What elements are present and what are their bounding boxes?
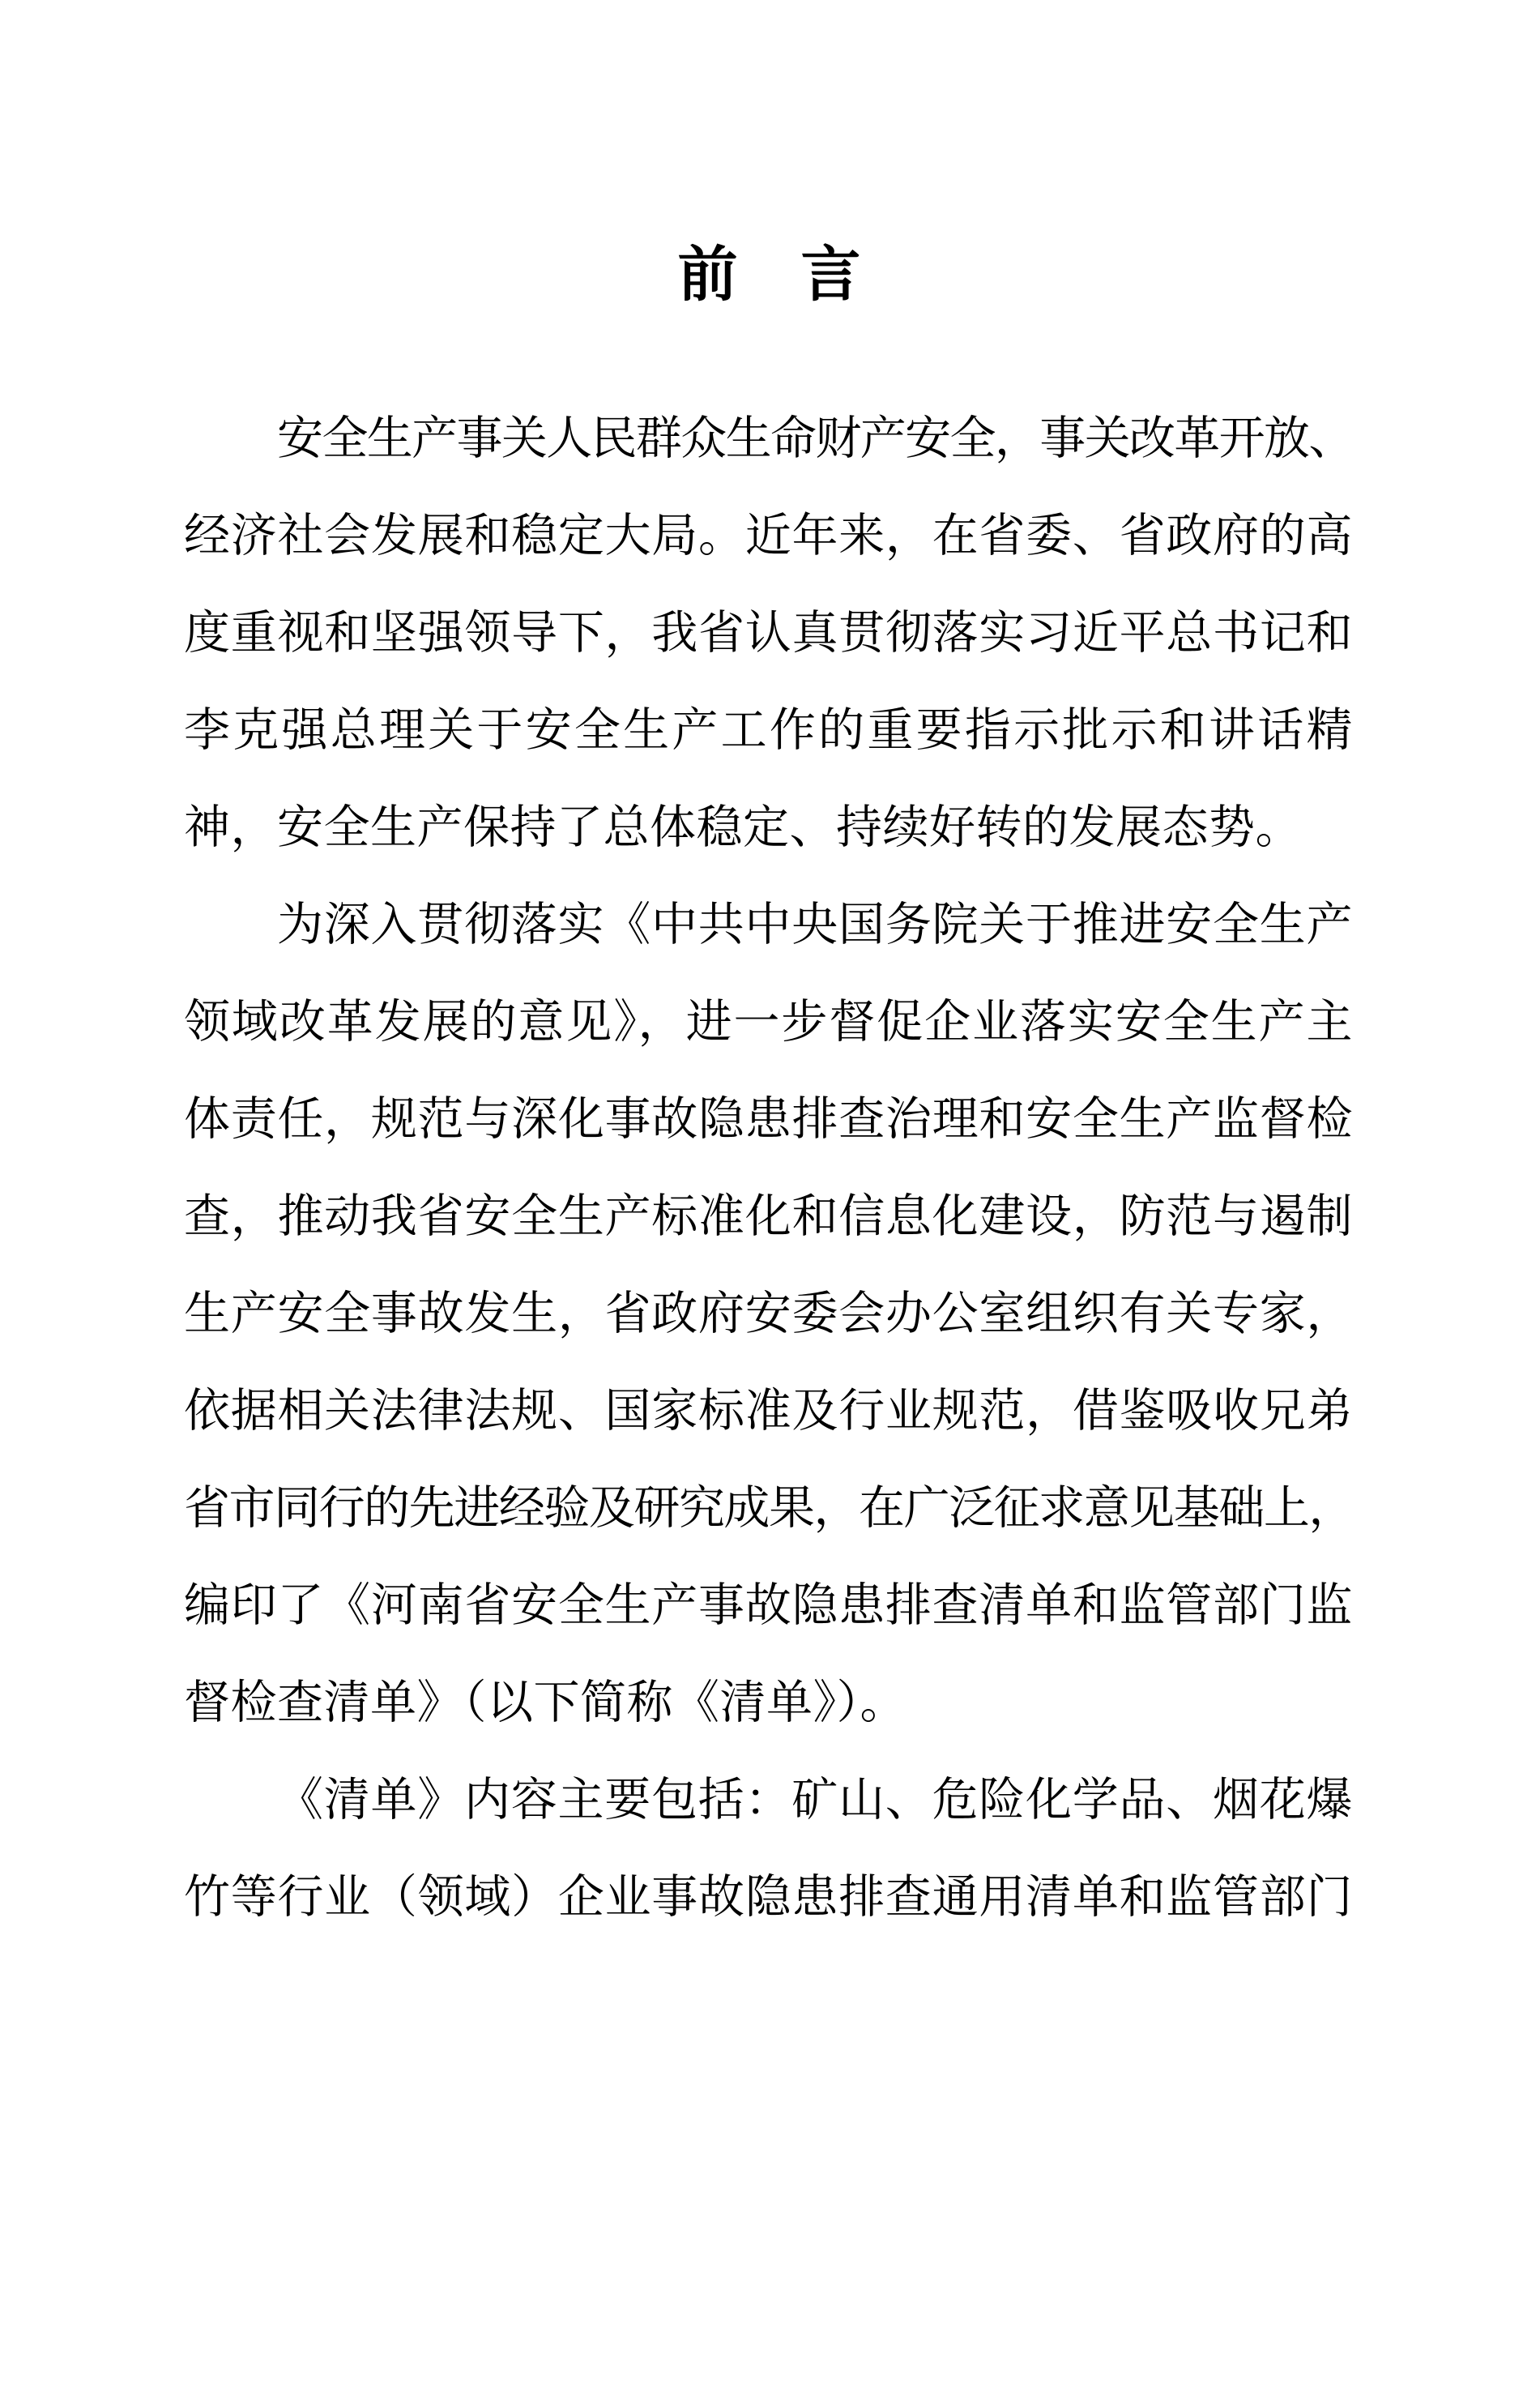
text-line: 查，推动我省安全生产标准化和信息化建设，防范与遏制 [184,1191,1353,1242]
text-line: 竹等行业（领域）企业事故隐患排查通用清单和监管部门 [184,1872,1353,1923]
text-line: 李克强总理关于安全生产工作的重要指示批示和讲话精 [184,705,1353,756]
document-page [0,219,1540,2401]
text-line: 《清单》内容主要包括：矿山、危险化学品、烟花爆 [277,1775,1353,1826]
text-line: 编印了《河南省安全生产事故隐患排查清单和监管部门监 [184,1580,1353,1631]
text-line: 度重视和坚强领导下，我省认真贯彻落实习近平总书记和 [184,608,1353,659]
page-title: 前 言 [677,242,863,309]
text-line: 神，安全生产保持了总体稳定、持续好转的发展态势。 [184,802,1302,853]
text-line: 生产安全事故发生，省政府安委会办公室组织有关专家， [184,1288,1353,1339]
text-line: 督检查清单》（以下简称《清单》）。 [184,1677,907,1728]
text-line: 经济社会发展和稳定大局。近年来，在省委、省政府的高 [184,511,1353,562]
text-line: 省市同行的先进经验及研究成果，在广泛征求意见基础上， [184,1483,1353,1534]
text-line: 体责任，规范与深化事故隐患排查治理和安全生产监督检 [184,1094,1353,1145]
text-line: 依据相关法律法规、国家标准及行业规范，借鉴吸收兄弟 [184,1386,1353,1437]
preface-body [184,391,1353,1946]
text-line: 安全生产事关人民群众生命财产安全，事关改革开放、 [277,413,1353,464]
text-line: 为深入贯彻落实《中共中央国务院关于推进安全生产 [277,899,1353,951]
text-line: 领域改革发展的意见》，进一步督促企业落实安全生产主 [184,997,1353,1048]
